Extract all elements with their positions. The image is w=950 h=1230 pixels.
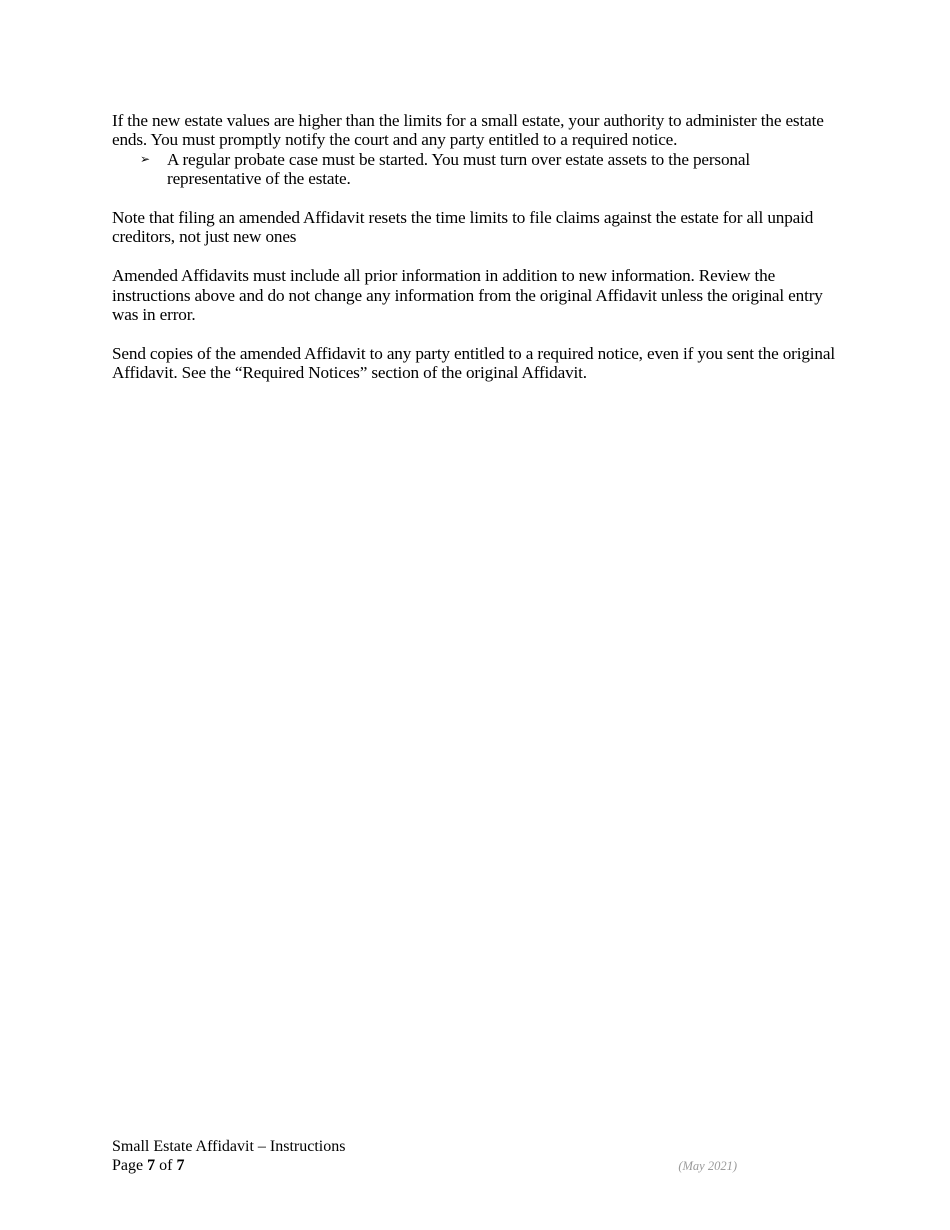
page-footer [112, 1137, 737, 1175]
page-total: 7 [176, 1157, 185, 1174]
bullet-text: A regular probate case must be started. You must turn over estate assets to the personal representative of the estate. [167, 149, 750, 189]
page-prefix: Page [112, 1157, 144, 1174]
bullet-item [140, 149, 847, 189]
arrow-bullet-icon: ➢ [140, 151, 150, 166]
page-of: of [159, 1157, 173, 1174]
footer-page-number [112, 1156, 737, 1175]
footer-revision-date: (May 2021) [678, 1159, 737, 1173]
paragraph-authority-ends: If the new estate values are higher than the limits for a small estate, your authority to administer the estate ends. You must promptly notify the court and any party entitled to a required notice. [112, 111, 824, 150]
paragraph-amended-affidavits: Amended Affidavits must include all prior information in addition to new information. Review the instructions above and do not change any information from the original Affidavit unless the original entry was in error. [112, 266, 823, 325]
footer-doc-title: Small Estate Affidavit – Instructions [112, 1138, 346, 1155]
paragraph-send-copies: Send copies of the amended Affidavit to any party entitled to a required notice, even if you sent the original Affidavit. See the “Required Notices” section of the original Affidavit. [112, 343, 835, 383]
document-body [112, 111, 847, 402]
paragraph-time-limits: Note that filing an amended Affidavit resets the time limits to file claims against the estate for all unpaid creditors, not just new ones [112, 208, 814, 247]
bullet-list [112, 150, 847, 189]
page-current: 7 [147, 1157, 156, 1174]
